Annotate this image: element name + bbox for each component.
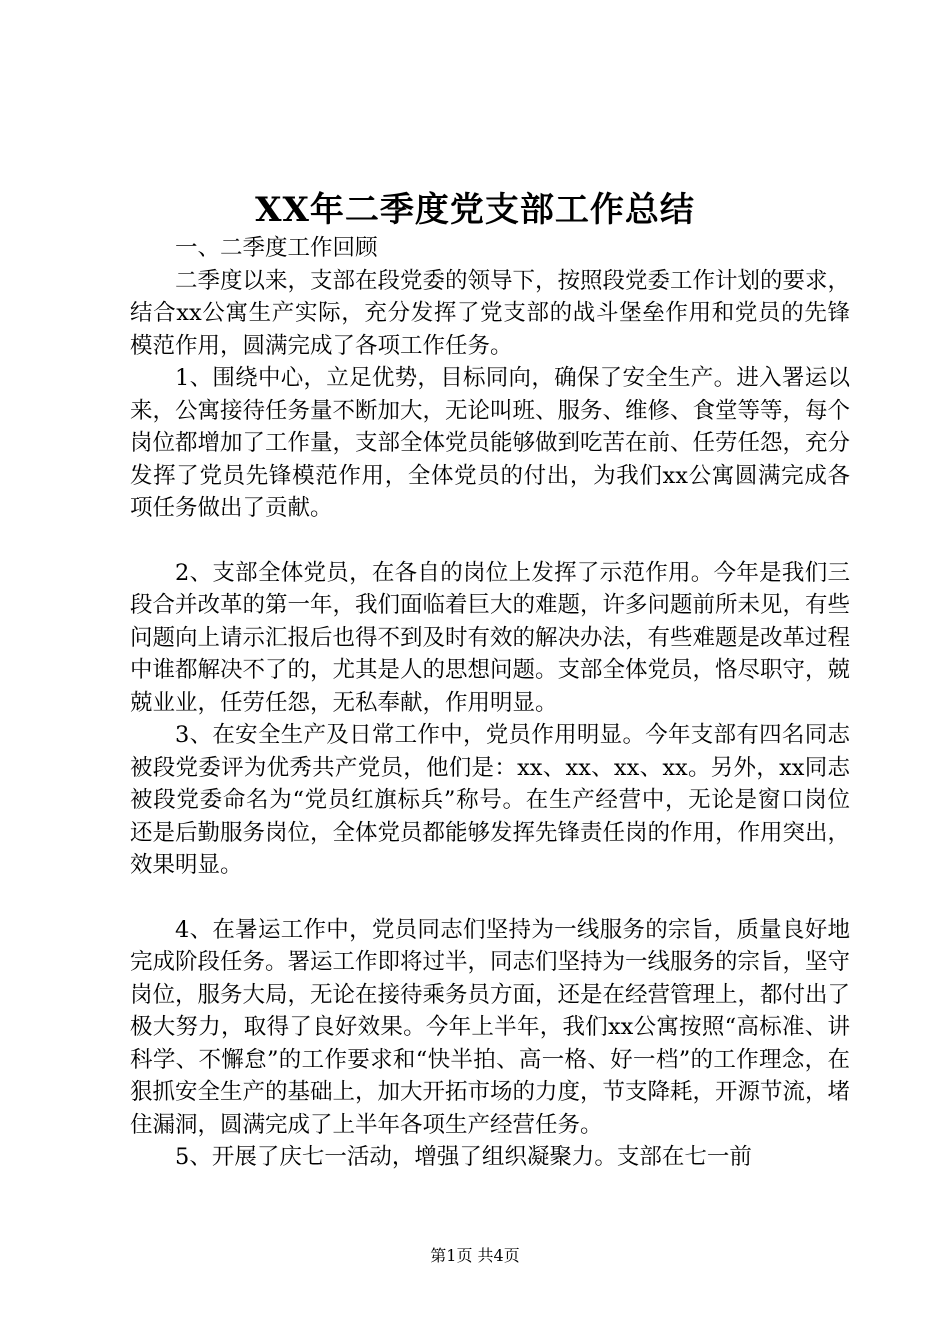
paragraph-item-2: 2、支部全体党员，在各自的岗位上发挥了示范作用。今年是我们三段合并改革的第一年，我们面临着巨大的难题，许多问题前所未见，有些问题向上请示汇报后也得不到及时有效的解决办法，有些难题是改革过程中谁都解决不了的，尤其是人的思想问题。支部全体党员，恪尽职守，兢兢业业，任劳任怨，无私奉献，作用明显。 (130, 559, 851, 716)
document-title: XX年二季度党支部工作总结 (255, 190, 695, 230)
paragraph-item-4: 4、在暑运工作中，党员同志们坚持为一线服务的宗旨，质量良好地完成阶段任务。署运工作即将过半，同志们坚持为一线服务的宗旨，坚守岗位，服务大局，无论在接待乘务员方面，还是在经营管理上，都付出了极大努力，取得了良好效果。今年上半年，我们xx公寓按照“高标准、讲科学、不懈怠”的工作要求和“快半拍、高一格、好一档”的工作理念，在狠抓安全生产的基础上，加大开拓市场的力度，节支降耗，开源节流，堵住漏洞，圆满完成了上半年各项生产经营任务。 (130, 916, 851, 1138)
section-heading: 一、二季度工作回顾 (175, 235, 378, 261)
paragraph-item-3: 3、在安全生产及日常工作中，党员作用明显。今年支部有四名同志被段党委评为优秀共产党员，他们是：xx、xx、xx、xx。另外，xx同志被段党委命名为“党员红旗标兵”称号。在生产经营中，无论是窗口岗位还是后勤服务岗位，全体党员都能够发挥先锋责任岗的作用，作用突出，效果明显。 (130, 722, 851, 878)
paragraph-intro: 二季度以来，支部在段党委的领导下，按照段党委工作计划的要求，结合xx公寓生产实际，充分发挥了党支部的战斗堡垒作用和党员的先锋模范作用，圆满完成了各项工作任务。 (130, 267, 851, 359)
page-number-footer: 第1页 共4页 (430, 1246, 520, 1265)
paragraph-item-5: 5、开展了庆七一活动，增强了组织凝聚力。支部在七一前 (175, 1144, 752, 1170)
document-body (130, 232, 850, 1174)
paragraph-item-1: 1、围绕中心，立足优势，目标同向，确保了安全生产。进入署运以来，公寓接待任务量不断加大，无论叫班、服务、维修、食堂等等，每个岗位都增加了工作量，支部全体党员能够做到吃苦在前、任劳任怨，充分发挥了党员先锋模范作用，全体党员的付出，为我们xx公寓圆满完成各项任务做出了贡献。 (130, 365, 851, 521)
